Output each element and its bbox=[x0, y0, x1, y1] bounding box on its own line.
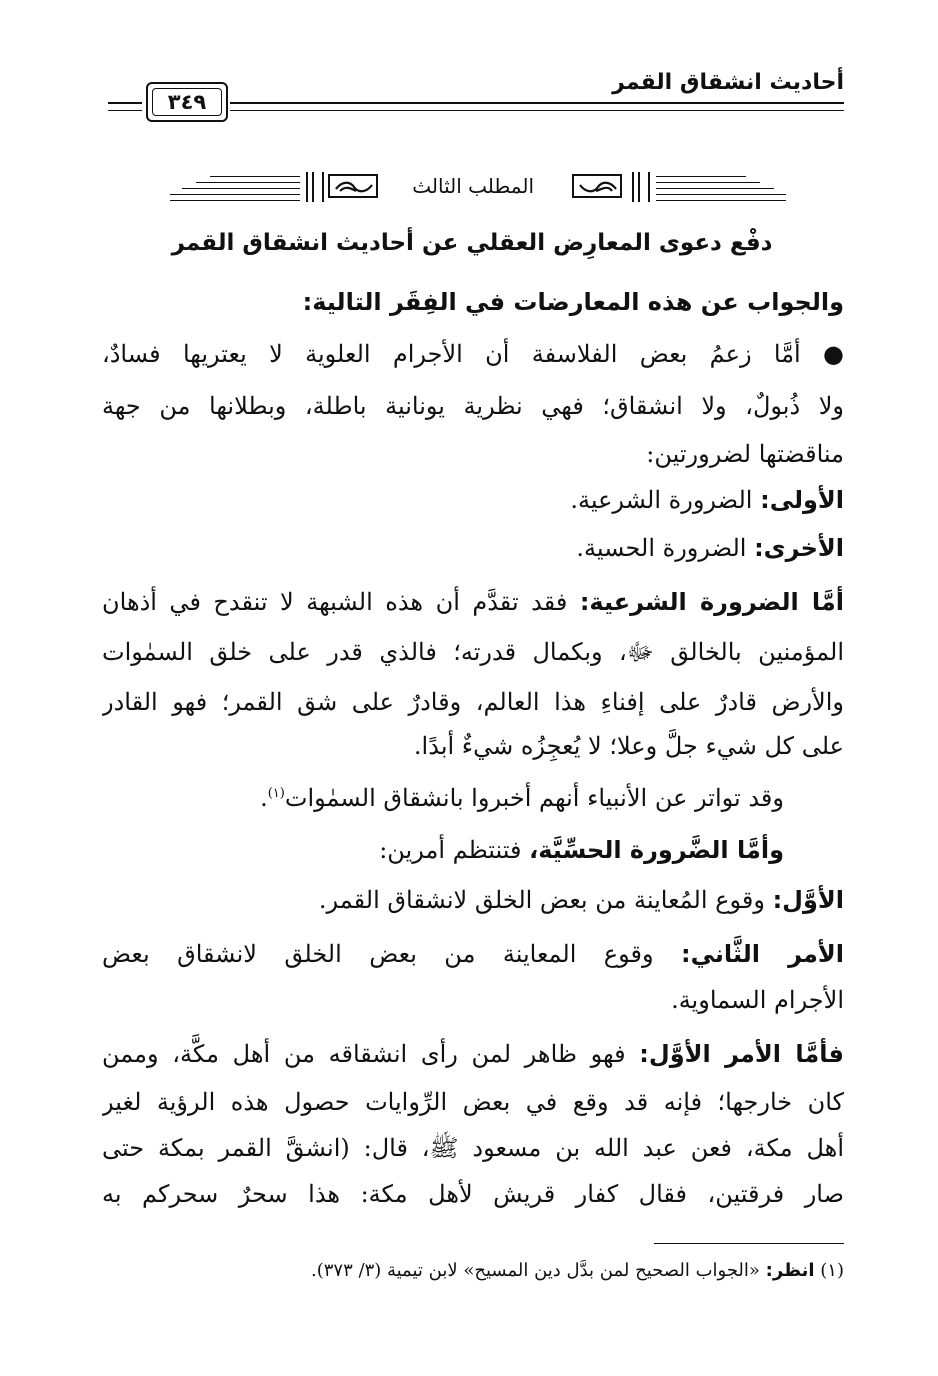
paragraph-line bbox=[102, 1028, 844, 1080]
term-text: فهو ظاهر لمن رأى انشقاقه من أهل مكَّة، وممن bbox=[102, 1040, 626, 1068]
footnote-lead: انظر: bbox=[765, 1260, 815, 1281]
paragraph-line bbox=[102, 928, 844, 980]
paragraph-line: على كل شيء جلَّ وعلا؛ لا يُعجِزُه شيءٌ أبدًا. bbox=[413, 732, 844, 760]
term-text: فتنتظم أمرين: bbox=[379, 836, 522, 864]
term-label: أمَّا الضرورة الشرعية: bbox=[579, 588, 844, 616]
running-title: أحاديث انشقاق القمر bbox=[612, 70, 844, 95]
header-rule bbox=[230, 102, 844, 111]
line-end: . bbox=[260, 784, 268, 812]
paragraph-line bbox=[102, 824, 784, 876]
paragraph-line bbox=[102, 576, 844, 628]
term-text: وقوع المُعاينة من بعض الخلق لانشقاق القمر. bbox=[318, 886, 765, 914]
term-label: الأخرى: bbox=[754, 534, 844, 562]
page-number: ٣٤٩ bbox=[152, 88, 222, 116]
term-label: الأولى: bbox=[760, 486, 844, 514]
ornament-flourish-icon bbox=[328, 174, 378, 198]
ornament-flourish-icon bbox=[572, 174, 622, 198]
page-number-frame bbox=[146, 82, 228, 122]
footnote-text: «الجواب الصحيح لمن بدَّل دين المسيح» لابن تيمية (٣/ ٣٧٣). bbox=[311, 1260, 760, 1281]
footnote bbox=[102, 1256, 844, 1286]
header-rule-short bbox=[108, 102, 142, 111]
paragraph-line: كان خارجها؛ فإنه قد وقع في بعض الرِّوايات حصول هذه الرؤية لغير bbox=[102, 1088, 844, 1116]
paragraph-line: المؤمنين بالخالق ﷻ، وبكمال قدرته؛ فالذي قدر على خلق السمٰوات bbox=[102, 638, 844, 666]
term-label: فأمَّا الأمر الأوَّل: bbox=[639, 1040, 844, 1068]
section-title: دفْع دعوى المعارِض العقلي عن أحاديث انشقاق القمر bbox=[171, 230, 773, 256]
paragraph-line: ولا ذُبولٌ، ولا انشقاق؛ فهي نظرية يونانية باطلة، وبطلانها من جهة bbox=[102, 392, 844, 420]
term-label: الأمر الثَّاني: bbox=[681, 940, 844, 968]
ornament-lines-left bbox=[170, 174, 300, 200]
term-label: وأمَّا الضَّرورة الحسِّيَّة، bbox=[529, 836, 784, 864]
term-text: وقوع المعاينة من بعض الخلق لانشقاق بعض bbox=[102, 940, 654, 968]
paragraph-line bbox=[102, 874, 844, 926]
section-ornament bbox=[170, 170, 786, 210]
paragraph-line: والأرض قادرٌ على إفناءِ هذا العالم، وقادرٌ على شق القمر؛ فهو القادر bbox=[102, 688, 844, 716]
term-text: الضرورة الشرعية. bbox=[570, 486, 753, 514]
footnote-marker: (١) bbox=[820, 1260, 844, 1281]
paragraph-line bbox=[102, 522, 844, 574]
ornament-bars-right bbox=[632, 172, 650, 202]
paragraph-line: صار فرقتين، فقال كفار قريش لأهل مكة: هذا سحرٌ سحركم به bbox=[102, 1180, 844, 1208]
term-label: الأوَّل: bbox=[772, 886, 844, 914]
footnote-reference[interactable]: (١) bbox=[267, 786, 285, 801]
line-text: وقد تواتر عن الأنبياء أنهم أخبروا بانشقاق السمٰوات bbox=[284, 784, 784, 812]
paragraph-line: ● أمَّا زعمُ بعض الفلاسفة أن الأجرام العلوية لا يعتريها فسادٌ، bbox=[102, 340, 844, 368]
term-text: فقد تقدَّم أن هذه الشبهة لا تنقدح في أذهان bbox=[102, 588, 568, 616]
paragraph-line: الأجرام السماوية. bbox=[671, 986, 844, 1014]
paragraph-line bbox=[102, 772, 784, 824]
paragraph-line bbox=[102, 474, 844, 526]
paragraph-line: والجواب عن هذه المعارضات في الفِقَر التالية: bbox=[302, 288, 844, 316]
paragraph-line: مناقضتها لضرورتين: bbox=[646, 440, 844, 468]
running-header bbox=[108, 62, 844, 132]
term-text: الضرورة الحسية. bbox=[576, 534, 747, 562]
footnote-separator bbox=[654, 1243, 844, 1244]
ornament-lines-right bbox=[656, 174, 786, 200]
ornament-bars-left bbox=[306, 172, 324, 202]
section-label: المطلب الثالث bbox=[412, 174, 534, 198]
paragraph-line: أهل مكة، فعن عبد الله بن مسعود ﷺ، قال: (انشقَّ القمر بمكة حتى bbox=[102, 1134, 844, 1162]
